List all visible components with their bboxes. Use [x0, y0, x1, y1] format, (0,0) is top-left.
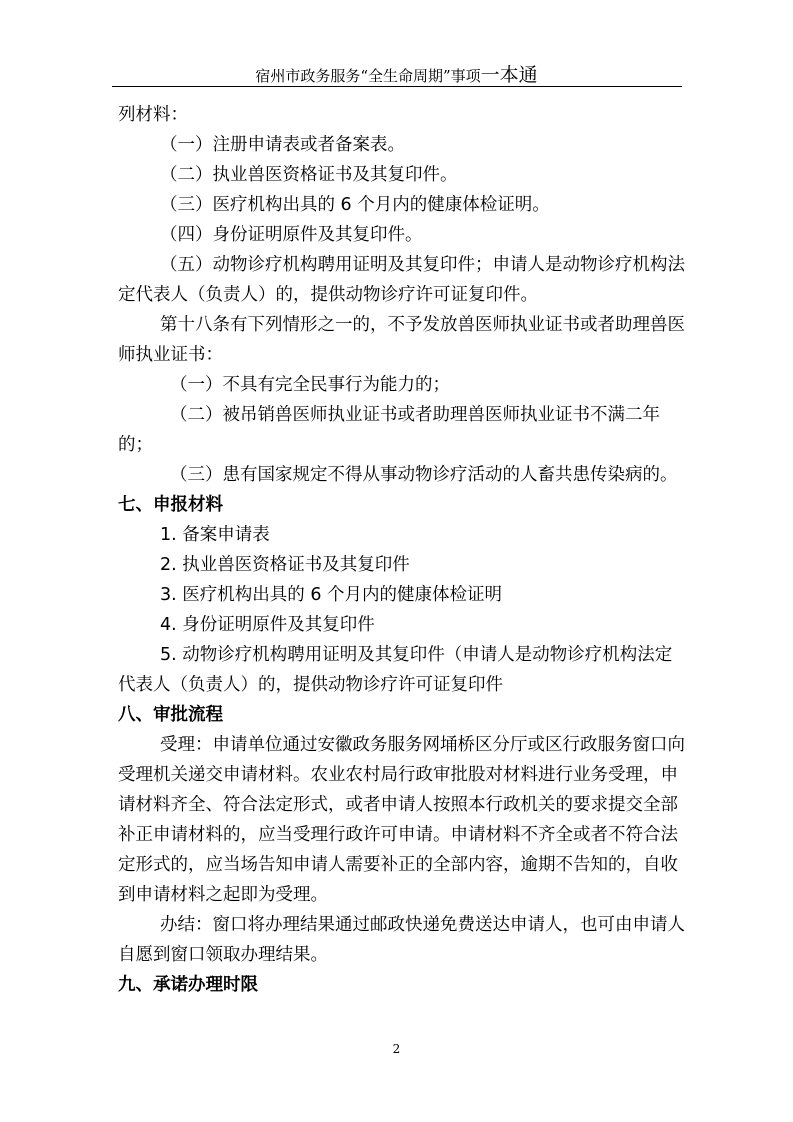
paragraph: 列材料： — [118, 105, 188, 125]
list-item: 3. 医疗机构出具的 6 个月内的健康体检证明 — [160, 585, 503, 605]
list-item: 4. 身份证明原件及其复印件 — [160, 615, 375, 635]
list-item: 2. 执业兽医资格证书及其复印件 — [160, 555, 410, 575]
section-heading: 九、承诺办理时限 — [118, 975, 258, 995]
section-heading: 七、申报材料 — [118, 495, 223, 515]
paragraph: （四）身份证明原件及其复印件。 — [160, 225, 423, 245]
paragraph: （一）不具有完全民事行为能力的； — [170, 375, 450, 395]
document-body — [118, 100, 688, 1000]
paragraph: 办结：窗口将办理结果通过邮政快递免费送达申请人，也可由申请人自愿到窗口领取办理结果。 — [118, 915, 685, 965]
paragraph: 受理：申请单位通过安徽政务服务网埇桥区分厅或区行政服务窗口向受理机关递交申请材料。农业农村局行政审批股对材料进行业务受理，申请材料齐全、符合法定形式，或者申请人按照本行政机关的要求提交全部补正申请材料的，应当受理行政许可申请。申请材料不齐全或者不符合法定形式的，应当场告知申请人需要补正的全部内容，逾期不告知的，自收到申请材料之起即为受理。 — [118, 735, 685, 905]
section-heading: 八、审批流程 — [118, 705, 223, 725]
paragraph: （三）医疗机构出具的 6 个月内的健康体检证明。 — [160, 195, 550, 215]
list-item: 1. 备案申请表 — [160, 525, 270, 545]
list-item: 5. 动物诊疗机构聘用证明及其复印件（申请人是动物诊疗机构法定代表人（负责人）的，提供动物诊疗许可证复印件 — [118, 645, 673, 695]
header-title: 宿州市政务服务“全生命周期”事项 — [255, 67, 481, 85]
header-rule — [112, 86, 682, 87]
paragraph: （二）被吊销兽医师执业证书或者助理兽医师执业证书不满二年的； — [118, 405, 660, 455]
paragraph: （一）注册申请表或者备案表。 — [160, 135, 405, 155]
page-number: 2 — [392, 1042, 401, 1056]
paragraph: （二）执业兽医资格证书及其复印件。 — [160, 165, 458, 185]
header-title-suffix: 一本通 — [480, 64, 538, 86]
paragraph: （三）患有国家规定不得从事动物诊疗活动的人畜共患传染病的。 — [170, 465, 678, 485]
paragraph: （五）动物诊疗机构聘用证明及其复印件；申请人是动物诊疗机构法定代表人（负责人）的，提供动物诊疗许可证复印件。 — [118, 255, 685, 305]
paragraph: 第十八条有下列情形之一的，不予发放兽医师执业证书或者助理兽医师执业证书： — [118, 315, 685, 365]
page-header — [0, 60, 793, 87]
